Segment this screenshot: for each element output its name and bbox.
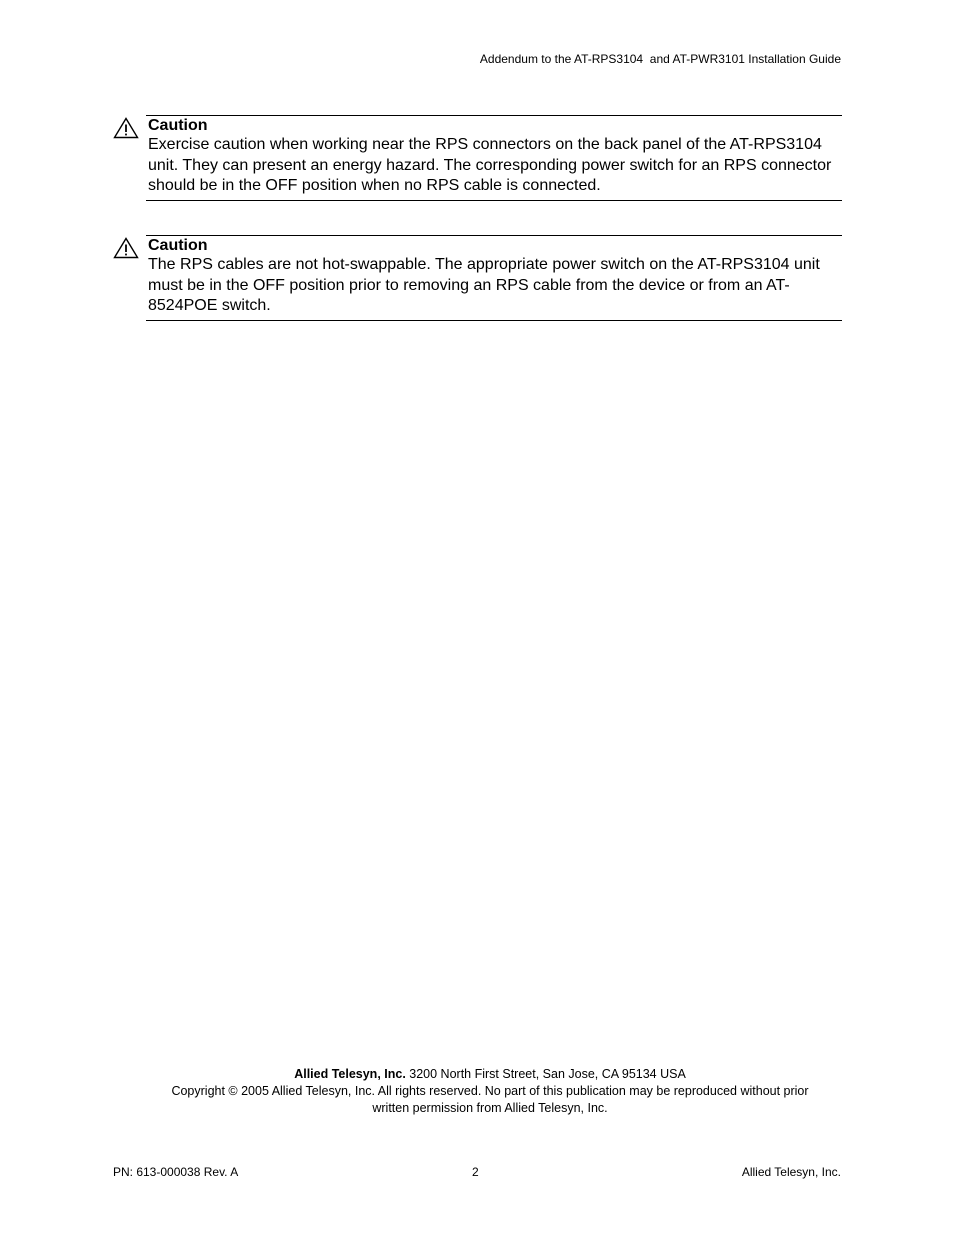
part-number: PN: 613-000038 Rev. A [113, 1165, 239, 1179]
footer-address-block [140, 1066, 840, 1117]
page-number: 2 [472, 1165, 479, 1179]
caution-box [146, 235, 842, 321]
warning-triangle-icon [113, 237, 139, 259]
copyright-line: written permission from Allied Telesyn, Inc. [372, 1101, 608, 1115]
caution-title: Caution [148, 117, 208, 134]
running-header: Addendum to the AT-RPS3104 and AT-PWR3101 Installation Guide [479, 52, 841, 66]
company-address-line [140, 1066, 840, 1083]
warning-triangle-icon [113, 117, 139, 139]
caution-text: The RPS cables are not hot-swappable. The appropriate power switch on the AT-RPS3104 unit must be in the OFF position prior to removing an RPS cable from the device or from an AT-8524POE switch. [148, 256, 820, 314]
company-address: 3200 North First Street, San Jose, CA 95134 USA [405, 1067, 686, 1081]
caution-title: Caution [148, 237, 208, 254]
caution-box [146, 115, 842, 201]
caution-notice [113, 235, 842, 321]
caution-notice [113, 115, 842, 201]
company-name: Allied Telesyn, Inc. [294, 1067, 406, 1081]
footer-company: Allied Telesyn, Inc. [741, 1165, 841, 1179]
caution-text: Exercise caution when working near the RPS connectors on the back panel of the AT-RPS3104 unit. They can present an energy hazard. The corresponding power switch for an RPS connector should be in the OFF position when no RPS cable is connected. [148, 136, 832, 194]
copyright-line: Copyright © 2005 Allied Telesyn, Inc. All rights reserved. No part of this publication may be reproduced without prior [171, 1084, 809, 1098]
